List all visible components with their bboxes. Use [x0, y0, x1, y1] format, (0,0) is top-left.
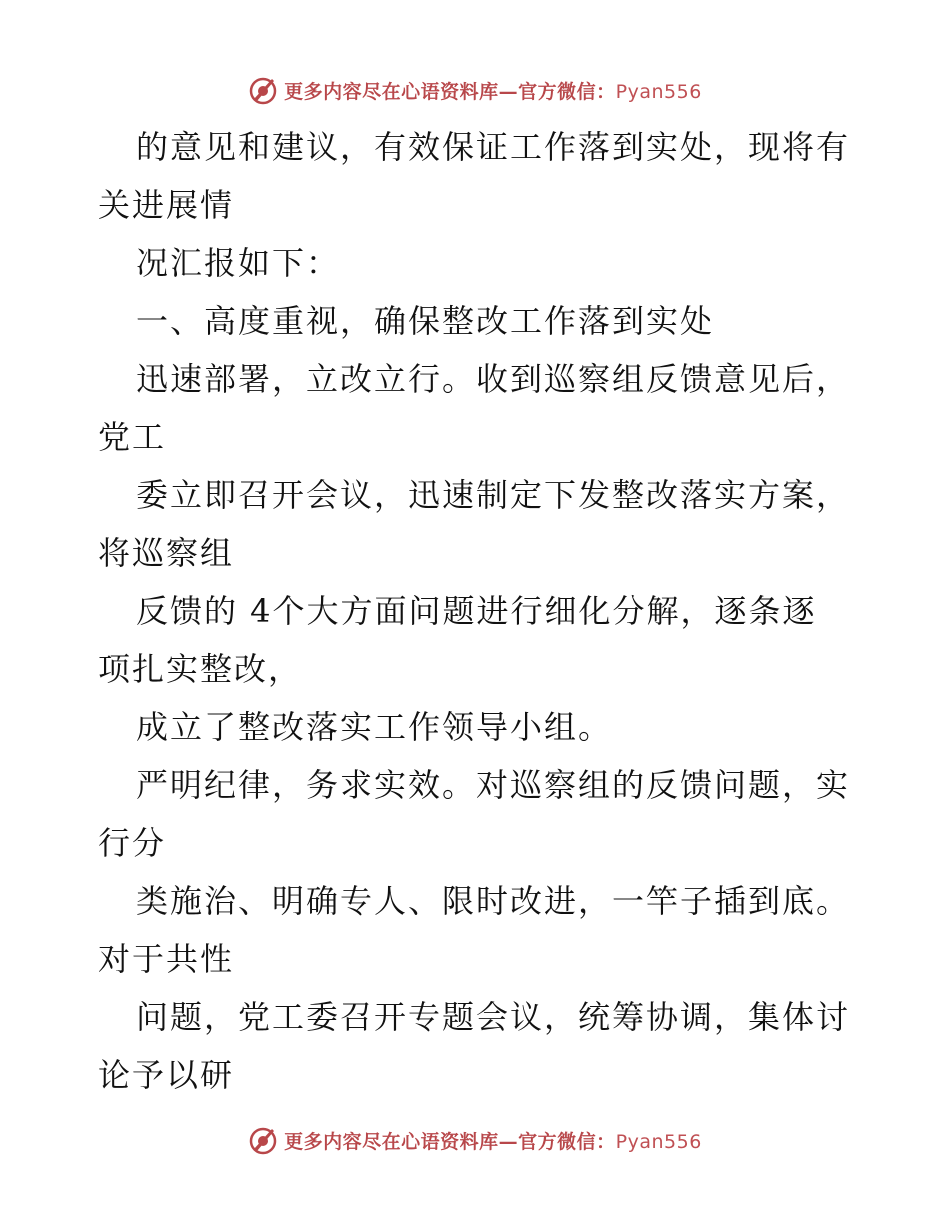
- body-line: 党工: [98, 418, 167, 456]
- body-line: 委立即召开会议，迅速制定下发整改落实方案，: [136, 476, 851, 514]
- footer-wechat-id: Pyan556: [615, 1130, 702, 1153]
- quill-seal-icon: [248, 1125, 278, 1155]
- footer-banner-text: 更多内容尽在心语资料库—官方微信：Pyan556: [284, 1130, 702, 1153]
- body-line: 况汇报如下：: [136, 244, 341, 282]
- body-line: 一、高度重视，确保整改工作落到实处: [136, 302, 715, 340]
- header-banner-text: 更多内容尽在心语资料库—官方微信：Pyan556: [284, 80, 702, 103]
- body-line: 行分: [98, 824, 167, 862]
- body-line: 反馈的 4个大方面问题进行细化分解，逐条逐: [136, 592, 817, 630]
- quill-seal-icon: [248, 75, 278, 105]
- header-banner: [0, 70, 950, 110]
- body-line: 关进展情: [98, 186, 235, 224]
- body-line: 论予以研: [98, 1056, 235, 1094]
- body-line: 迅速部署，立改立行。收到巡察组反馈意见后，: [136, 360, 851, 398]
- body-line: 的意见和建议，有效保证工作落到实处，现将有: [136, 128, 851, 166]
- body-line: 对于共性: [98, 940, 235, 978]
- body-line: 问题，党工委召开专题会议，统筹协调，集体讨: [136, 998, 851, 1036]
- body-line: 将巡察组: [98, 534, 235, 572]
- footer-banner: [0, 1120, 950, 1160]
- body-line: 项扎实整改，: [98, 650, 303, 688]
- body-line: 类施治、明确专人、限时改进，一竿子插到底。: [136, 882, 851, 920]
- document-body: [98, 118, 858, 1104]
- header-wechat-id: Pyan556: [615, 80, 702, 103]
- body-line: 严明纪律，务求实效。对巡察组的反馈问题，实: [136, 766, 851, 804]
- body-line: 成立了整改落实工作领导小组。: [136, 708, 613, 746]
